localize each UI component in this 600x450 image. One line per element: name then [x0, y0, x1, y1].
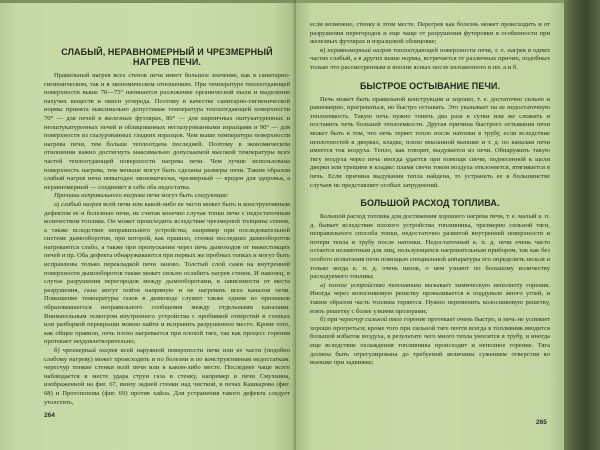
item-a-text: всей печи или какой-либо ее части может быть и конструктивным дефектом ее и болезнью печи, не считая конечно случая топки печи с недостаточным количеством топлива. Он может происходить вследствие чрезмерной толщины стенок, а также вследствие неправильного устройства, например при последовательной системе дымооборотов, при которой, как правило, стенки последних дымооборотов нагреваются слабо, а также при пропускании через печь дымоходов от нижестоящих печей и пр. Оба дефекта обнаруживаются при первых же пробных топках и могут быть исправлены только перекладкой печи заново. Толстый слой сажи на внутренней поверхности дымооборотов также может сильно ослабить нагрев стенок. И наконец, в случае разрушения перегородок между дымооборотами, в зависимости от места разрушения, газы могут пойти напрямую и не нагревать всех каналов печи. Повышение температуры газов в дымоходе служит также одним из признаков образовавшегося неправильного сообщения между отдельными каналами. Внимательным осмотром внутреннего устройства с пробивкой отверстий в стенках или разборкой перекрыши можно найти и исправить разрушенное место. Кроме того, как общее правило, печь плохо нагревается при плохой тяге, так как процесс горения протекает неудовлетворительно; — [44, 200, 291, 346]
right-page — [296, 0, 564, 450]
paragraph-continuation: если возможно, стенку в этом месте. Перегрев как болезнь может происходить и от разрушения перегородок и еще чаще от разрушения футеровки в особенности при железных футлярах и изразцовой облицовке; — [310, 21, 550, 46]
fuel-a-italic: плохое устройство топливника — [328, 281, 422, 289]
section-heading-fuel: БОЛЬШОЙ РАСХОД ТОПЛИВА. — [360, 198, 500, 209]
paragraph-item-b — [44, 347, 290, 407]
left-page-content — [44, 47, 290, 407]
paragraph-item-v — [310, 47, 550, 73]
fuel-b-italic: чересчур сильной тяге — [339, 316, 403, 324]
paragraph-cooling: Печь может быть правильной конструкции и хорошо, т. е. достаточно сильно и равномерно, прогреваться, но быстро остывать. Это указывает на ее недостаточную теплоемкость. Такую печь нужно топить два раза в сутки или же сложить и поставить печь большей теплоемкости. Другая причина быстрого остывания печи может быть в том, что печь теряет тепло после натопки в трубу, если вследствие неплотностей в дверках, кладке, плохо вмазанной вьюшке и т. д. по каналам печи имеется ток воздуха. Тепло, как говорят, выдувается из печи. Обнаружить такую тягу воздуха через печь иногда удается при помощи свечи, поднесенной к щели дверки или трещине в кладке: пламя свечи током воздуха отклоняется, втягивается в печь. Если причина выдувания тепла найдена, то устранить ее в большинстве случаев не представляет особых затруднений. — [310, 95, 550, 189]
section-heading-cooling: БЫСТРОЕ ОСТЫВАНИЕ ПЕЧИ. — [359, 80, 501, 91]
paragraph-fuel-b — [310, 316, 550, 368]
item-b-label: б) — [54, 347, 63, 354]
item-a-italic: слабый нагрев — [60, 200, 102, 208]
paragraph-intro: Правильный нагрев всех стенок печи имеет большое значение, как в санитарно-гигиеническом, так и в экономическом отношениях. При температуре теплоотдающей поверхности выше 70—75° начинается разложение органической пыли и выделение пахучих веществ и окиси углерода. Поэтому в качестве санитарно-гигиенической нормы принята максимально допустимая температура теплоотдающей поверхности 70° — для печей в железных футлярах, 80° — для кирпичных оштукатуренных и неоштукатуренных печей и облицованных неглазурованными изразцами и 90° — для поверхности из глазурованных гладких изразцов. Чем выше температура поверхности нагрева печи, тем больше теплоотдача последней. Поэтому в экономическом отношении важно достигнуть максимально допускаемой высокой температуры всех частей теплоотдающей поверхности нагрева печи. Чем лучше использована поверхность нагрева, тем меньше могут быть сделаны размеры печи. Таким образом слабый нагрев печи невыгоден экономически, чрезмерный — вреден для здоровья, а неравномерный — соединяет в себе оба недостатка. — [44, 72, 290, 191]
page-number-right: 265 — [536, 419, 547, 426]
paragraph-causes-intro — [44, 192, 290, 201]
fuel-a-text: вызывает химическую неполноту горения. Иногда через колосниковую решетку проваливается в поддувало много углей, и таким образом часть топлива теряется. Нужно переменить колосниковую решетку, взять решетку с более узкими прозорами; — [310, 281, 550, 315]
paragraph-fuel: Большой расход топлива для достижения хорошего нагрева печи, т. е. малый к. п. д. бывает вследствие плохого устройства топливника, чрезмерно сильной тяги, неправильного способа топки, недостаточно развитой внутренней поверхности и потери тепла в трубу после натопки. Недостаточный к. п. д. печи очень часто остается незаметным для лиц, пользующихся нагревательным прибором, так как без особого испытания печи помощью специальной аппаратуры его определить нельзя и только когда к. п. д. очень низок, о нем узнают по большому количеству расходуемого топлива; — [310, 213, 550, 281]
spacer — [310, 190, 550, 198]
item-v-text: теплоотдающей поверхности печи, т. е. нагрев в одних частях слабый, а в других выше нормы, встречается от различных причин, подобных только что рассмотренным и вполне ясных после изложенного в пп. а и б. — [310, 46, 550, 71]
left-page — [0, 0, 296, 450]
item-a-label: а) — [54, 200, 61, 208]
paragraph-item-a — [44, 201, 290, 347]
fuel-a-label: а) — [320, 281, 329, 289]
causes-intro-rest: печи могут быть следующие: — [144, 192, 229, 200]
item-v-italic: неравномерный нагрев — [327, 46, 392, 54]
fuel-b-text: горение протекает очень быстро, и печь не успевает хорошо прогреться; кроме того при сильной тяге почти всегда в топливник вводится большой избыток воздуха, в результате чего много тепла уносится в трубу, и иногда еще вследствие охлаждения топливника происходит и неполное горение. Тяга должна быть отрегулирована до требуемой величины сужением отверстия во вьюшке при задвижке; — [310, 316, 551, 367]
item-v-label: в) — [320, 46, 328, 54]
book-page-edges — [564, 0, 600, 450]
spacer — [310, 73, 550, 81]
item-b-text: всей наружной поверхности печи или ее части (подобно слабому нагреву) может происходить и по болезни и по конструктивным недостаткам: чересчур тонкие стенки всей печи или в каком-либо месте. Последнее чаще всего наблюдается в месте удара струи газа в стенку, например в печи Смухнина, изображенной на фиг. 67, внизу задней стенки над чисткой, в печах Кашкарова (фиг. 68) и Протопопова (фиг. 69) против хайла. Для устранения такого дефекта следует утолстить, — [44, 347, 290, 406]
item-b-italic: чрезмерный нагрев — [62, 347, 118, 354]
section-heading-heating: СЛАБЫЙ, НЕРАВНОМЕРНЫЙ И ЧРЕЗМЕРНЫЙ НАГРЕВ ПЕЧИ. — [61, 47, 273, 67]
causes-intro-italic: Причины неправильного нагрева — [54, 192, 145, 200]
fuel-b-label: б) при — [320, 316, 340, 324]
page-number-left: 264 — [44, 412, 55, 419]
right-page-content — [310, 21, 550, 368]
paragraph-fuel-a — [310, 282, 550, 316]
